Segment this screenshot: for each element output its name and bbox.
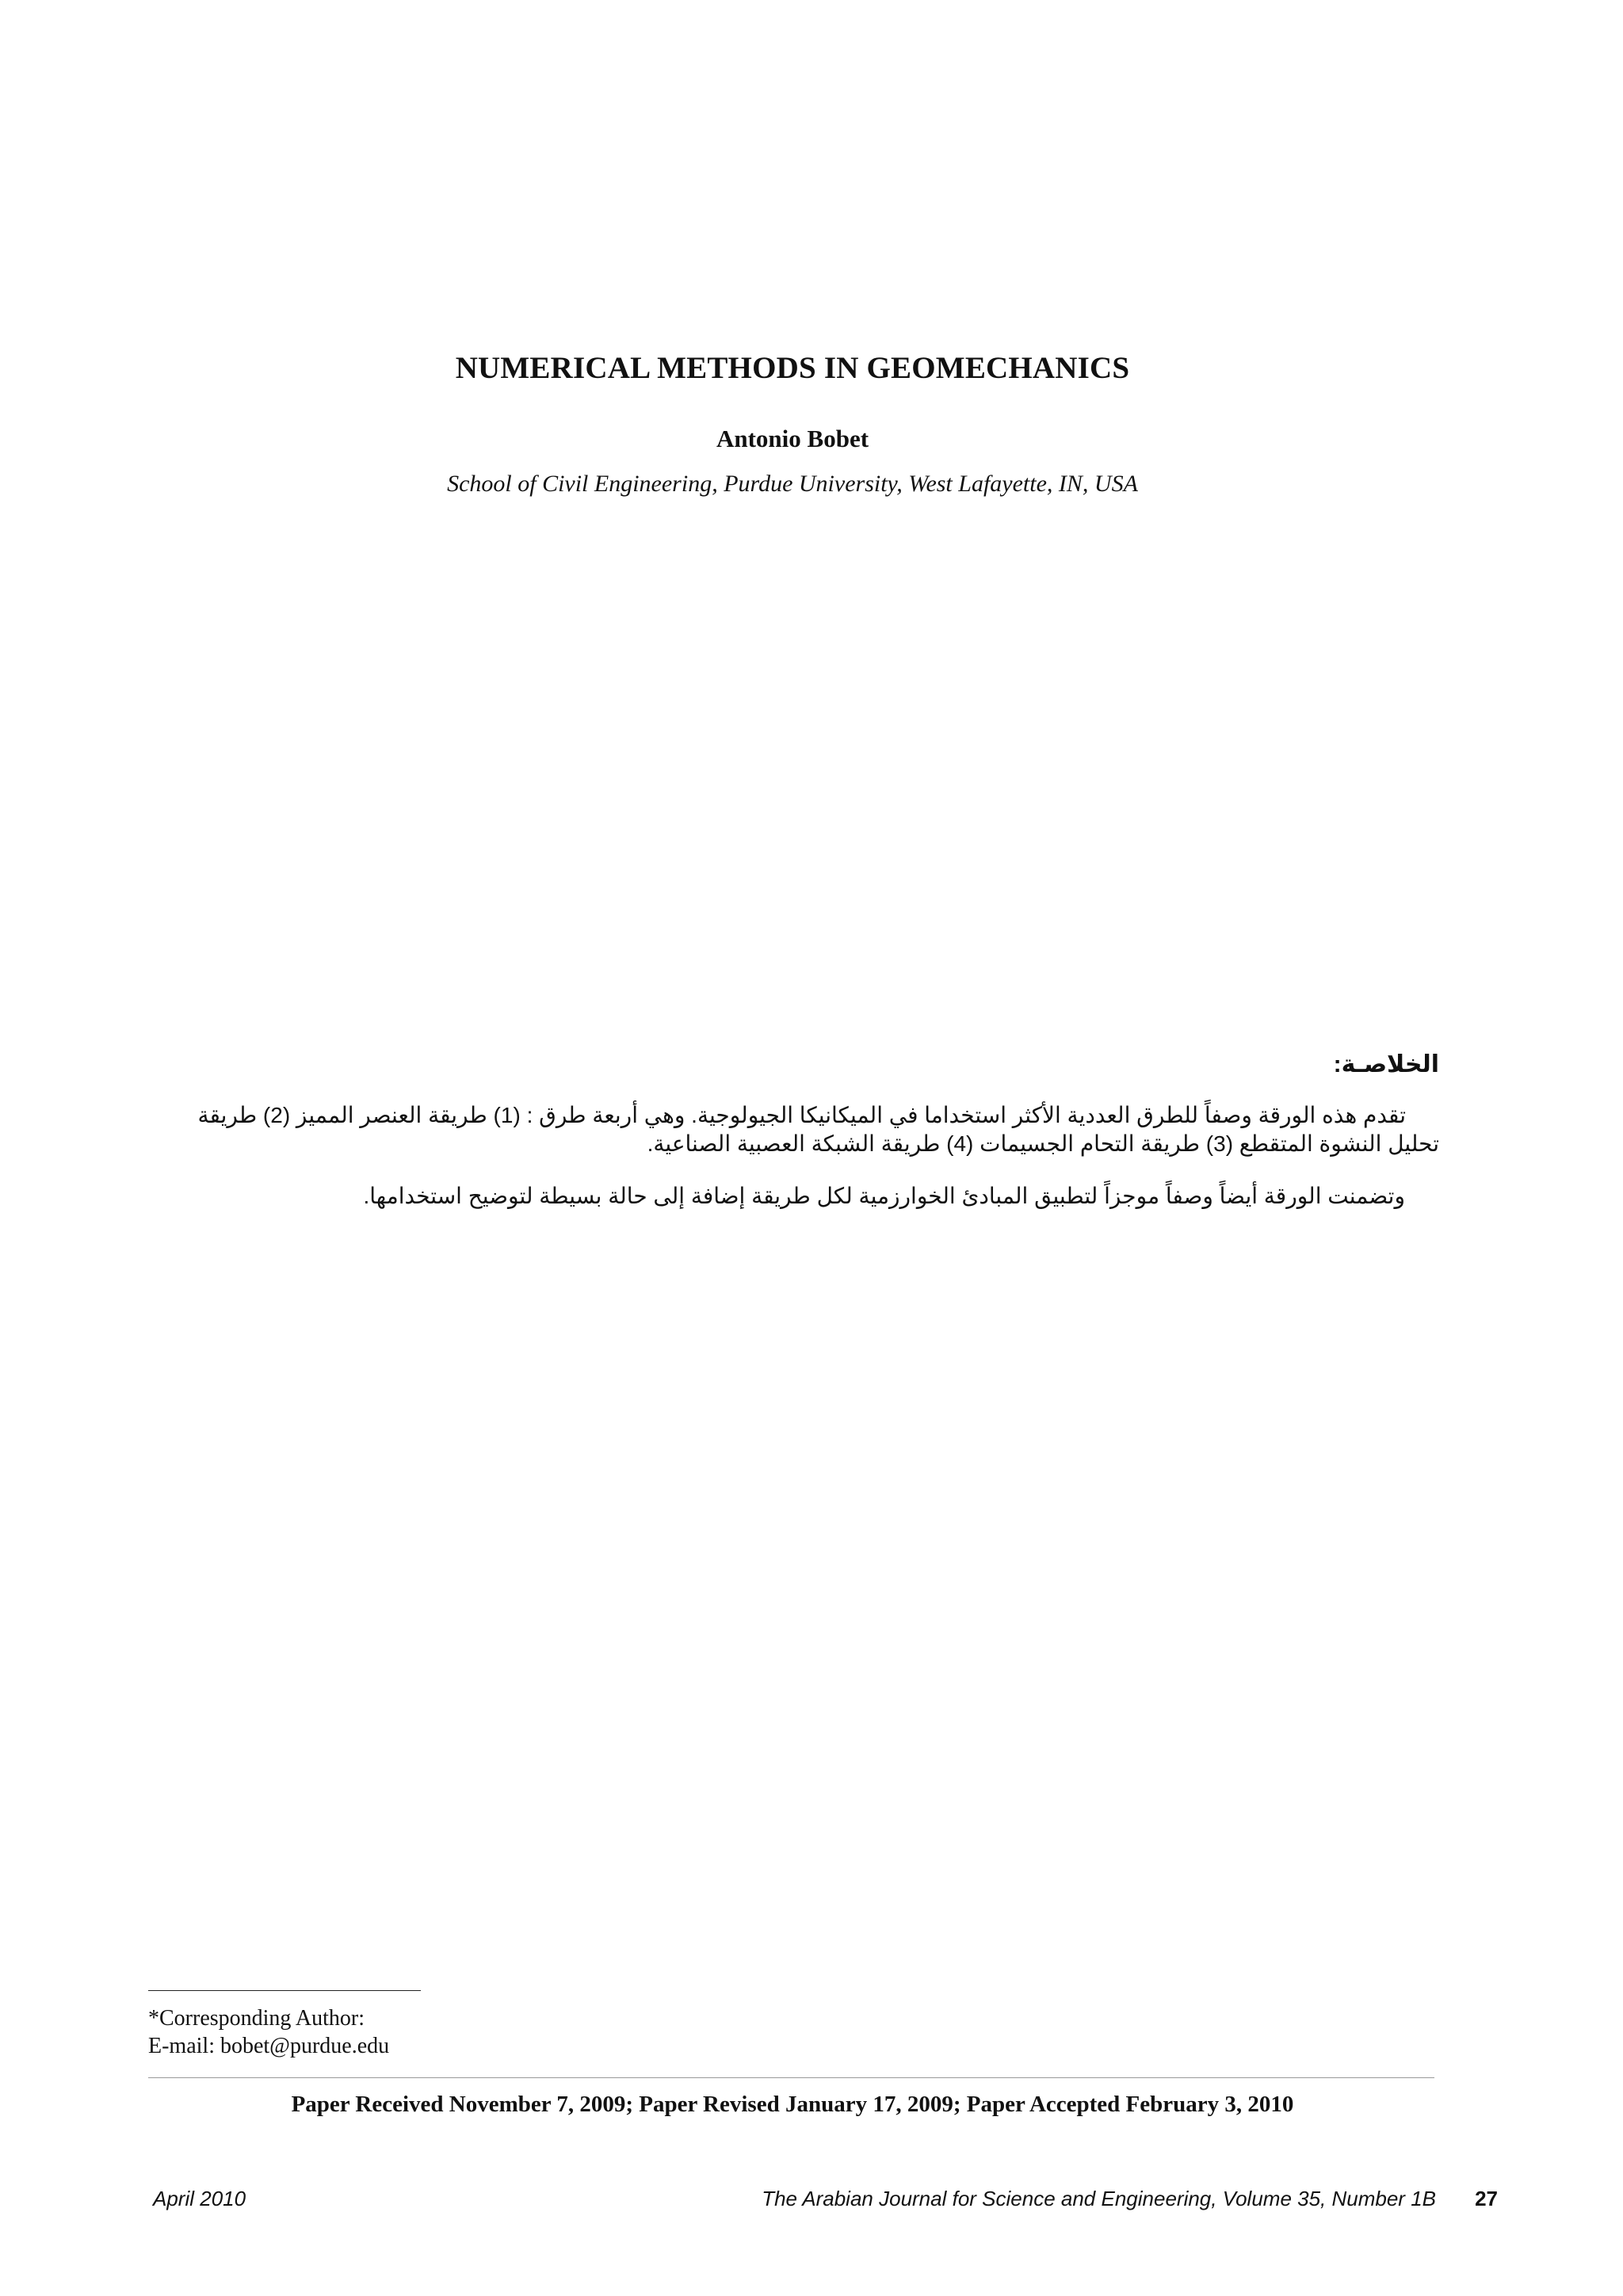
abstract-paragraph-2: وتضمنت الورقة أيضاً وصفاً موجزاً لتطبيق المبادئ الخوارزمية لكل طريقة إضافة إلى حالة بسيطة لتوضيح استخدامها. bbox=[363, 1184, 1405, 1208]
footer-page-number: 27 bbox=[1475, 2187, 1498, 2210]
footnote-email: E-mail: bobet@purdue.edu bbox=[148, 2034, 390, 2058]
paper-title: NUMERICAL METHODS IN GEOMECHANICS bbox=[455, 351, 1130, 385]
abstract-heading-arabic: الخلاصـة: bbox=[1333, 1051, 1439, 1077]
footer-date: April 2010 bbox=[153, 2187, 246, 2210]
author-affiliation: School of Civil Engineering, Purdue University, West Lafayette, IN, USA bbox=[447, 471, 1138, 497]
footnote-corresponding-author: *Corresponding Author: bbox=[148, 2006, 365, 2031]
paper-received-dates: Paper Received November 7, 2009; Paper Revised January 17, 2009; Paper Accepted February 3, 2010 bbox=[291, 2092, 1294, 2117]
footnote bbox=[148, 2004, 389, 2060]
author-name: Antonio Bobet bbox=[716, 425, 869, 452]
received-divider bbox=[148, 2077, 1434, 2078]
footer-journal: The Arabian Journal for Science and Engineering, Volume 35, Number 1B bbox=[762, 2187, 1436, 2210]
abstract-paragraph-1: تقدم هذه الورقة وصفاً للطرق العددية الأكثر استخداما في الميكانيكا الجيولوجية. وهي أربعة طرق : (1) طريقة العنصر المميز (2) طريقة تحليل النشوة المتقطع (3) طريقة التحام الجسيمات (4) طريقة الشبكة العصبية الصناعية. bbox=[197, 1103, 1439, 1156]
footnote-divider bbox=[148, 1990, 421, 1991]
